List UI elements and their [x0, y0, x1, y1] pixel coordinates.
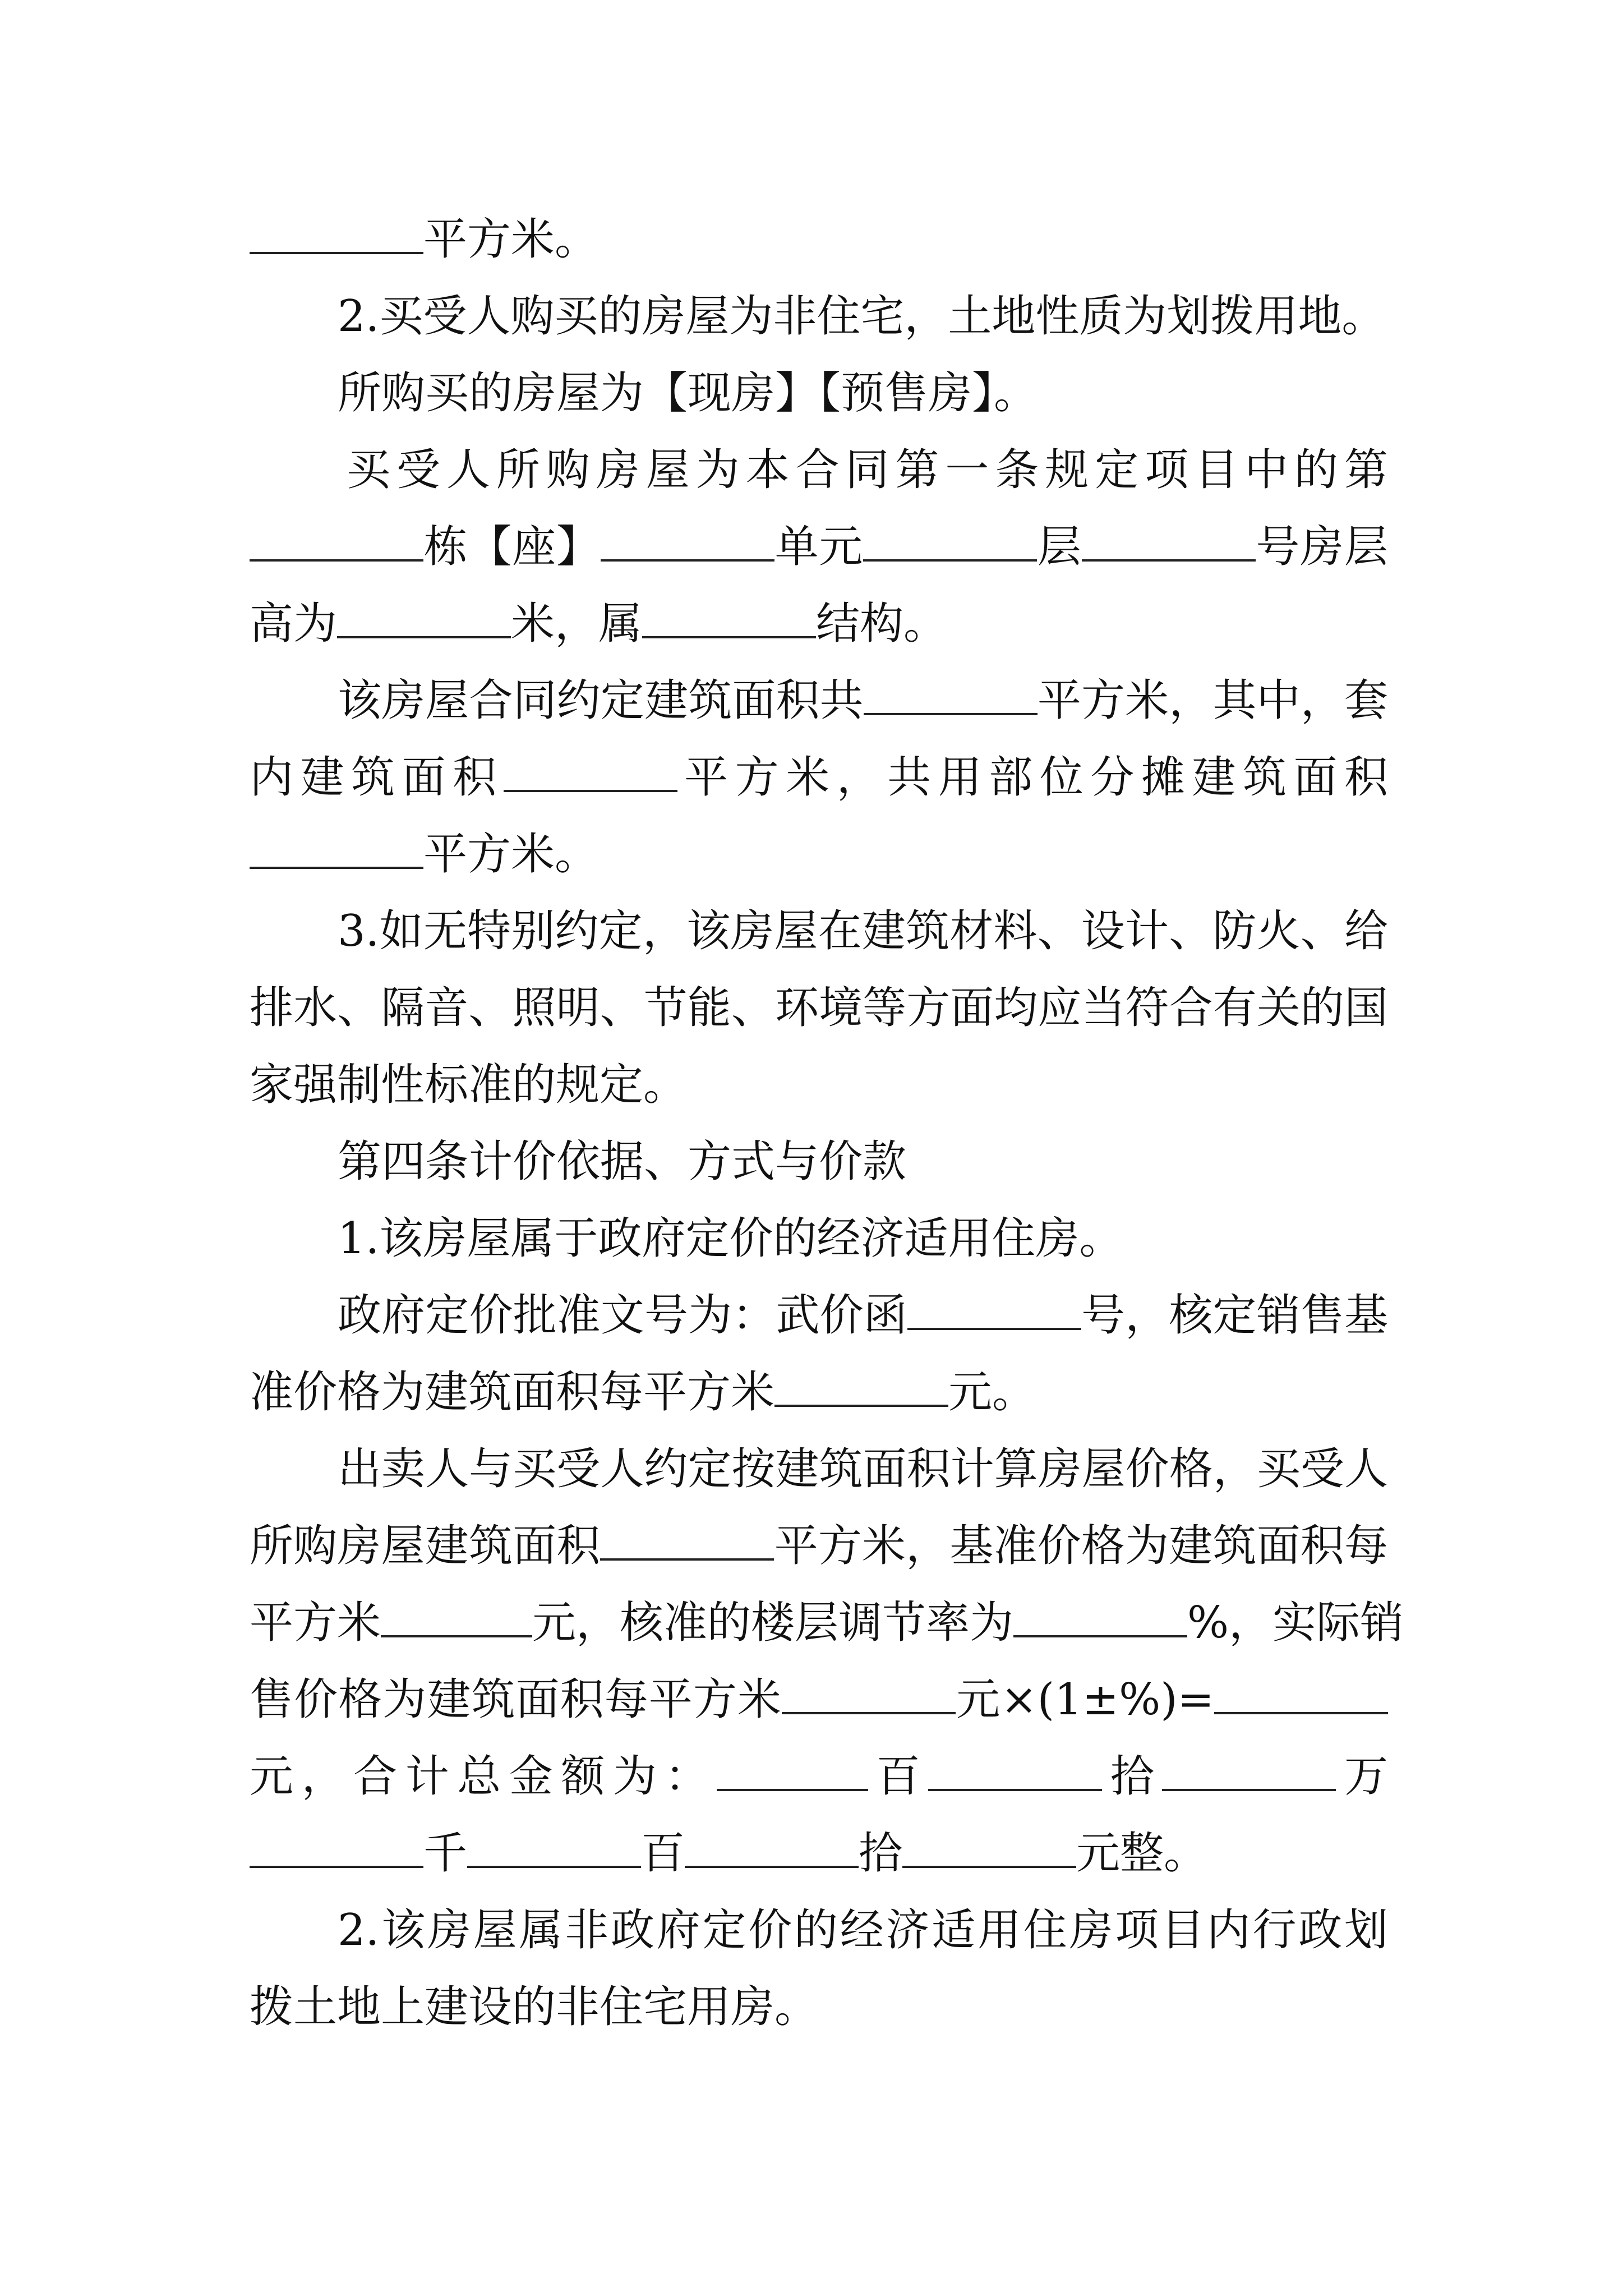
fill-blank[interactable]	[907, 1285, 1081, 1330]
fill-blank[interactable]	[1214, 1669, 1388, 1714]
fill-blank[interactable]	[1162, 1746, 1336, 1791]
text-line: 政府定价批准文号为：武价函 号，核定销售基	[338, 1282, 1388, 1349]
text-line: 千 百 拾 元整。	[250, 1820, 1388, 1887]
paragraph-2-nonresidential: 2.该房屋属非政府定价的经济适用住房项目内行政划	[338, 1905, 1388, 1955]
fill-blank[interactable]	[250, 517, 423, 562]
fill-blank[interactable]	[504, 747, 677, 792]
text-line: 平方米。	[250, 206, 1388, 273]
text-line: 售价格为建筑面积每平方米 元×(1±%)=	[250, 1666, 1388, 1733]
fill-blank[interactable]	[782, 1669, 956, 1714]
fill-blank[interactable]	[250, 209, 423, 254]
text-line: 拨土地上建设的非住宅用房。	[250, 1982, 819, 2032]
text-line: 内建筑面积 平方米，共用部位分摊建筑面积	[250, 744, 1388, 811]
text-line: 所购房屋建筑面积 平方米，基准价格为建筑面积每	[250, 1512, 1388, 1580]
text-line: 该房屋合同约定建筑面积共 平方米，其中，套	[338, 667, 1388, 734]
paragraph-2: 2.买受人购买的房屋为非住宅，土地性质为划拨用地。	[338, 291, 1386, 342]
fill-blank[interactable]	[642, 593, 816, 638]
text-line: 平方米 元，核准的楼层调节率为 %，实际销	[250, 1589, 1388, 1657]
text-line: 元，合计总金额为： 百 拾 万	[250, 1743, 1388, 1810]
fill-blank[interactable]	[717, 1746, 868, 1791]
fill-blank[interactable]	[600, 1516, 774, 1561]
text-line: 出卖人与买受人约定按建筑面积计算房屋价格，买受人	[338, 1444, 1388, 1494]
text-line: 准价格为建筑面积每平方米 元。	[250, 1359, 1388, 1426]
fill-blank[interactable]	[928, 1746, 1102, 1791]
fill-blank[interactable]	[1013, 1593, 1187, 1637]
text-line: 家强制性标准的规定。	[250, 1060, 688, 1110]
fill-blank[interactable]	[601, 517, 774, 562]
text-line: 栋【座】 单元 层 号房层	[250, 513, 1388, 581]
fill-blank[interactable]	[381, 1593, 532, 1637]
text-line: 排水、隔音、照明、节能、环境等方面均应当符合有关的国	[250, 983, 1388, 1033]
fill-blank[interactable]	[685, 1823, 859, 1868]
fill-blank[interactable]	[250, 1823, 423, 1868]
fill-blank[interactable]	[250, 824, 423, 869]
fill-blank[interactable]	[337, 593, 511, 638]
fill-blank[interactable]	[863, 517, 1037, 562]
text-line: 买受人所购房屋为本合同第一条规定项目中的第	[347, 445, 1388, 495]
fill-blank[interactable]	[902, 1823, 1076, 1868]
fill-blank[interactable]	[774, 1362, 948, 1407]
text-line: 高为 米，属 结构。	[250, 590, 1388, 657]
paragraph-3: 3.如无特别约定，该房屋在建筑材料、设计、防火、给	[338, 906, 1388, 956]
section-heading: 第四条计价依据、方式与价款	[338, 1137, 907, 1187]
text-line: 平方米。	[250, 821, 1388, 888]
fill-blank[interactable]	[1082, 517, 1256, 562]
text-line: 所购买的房屋为【现房】【预售房】。	[338, 368, 1038, 418]
fill-blank[interactable]	[467, 1823, 641, 1868]
fill-blank[interactable]	[864, 670, 1038, 715]
paragraph-1: 1.该房屋属于政府定价的经济适用住房。	[338, 1213, 1123, 1264]
